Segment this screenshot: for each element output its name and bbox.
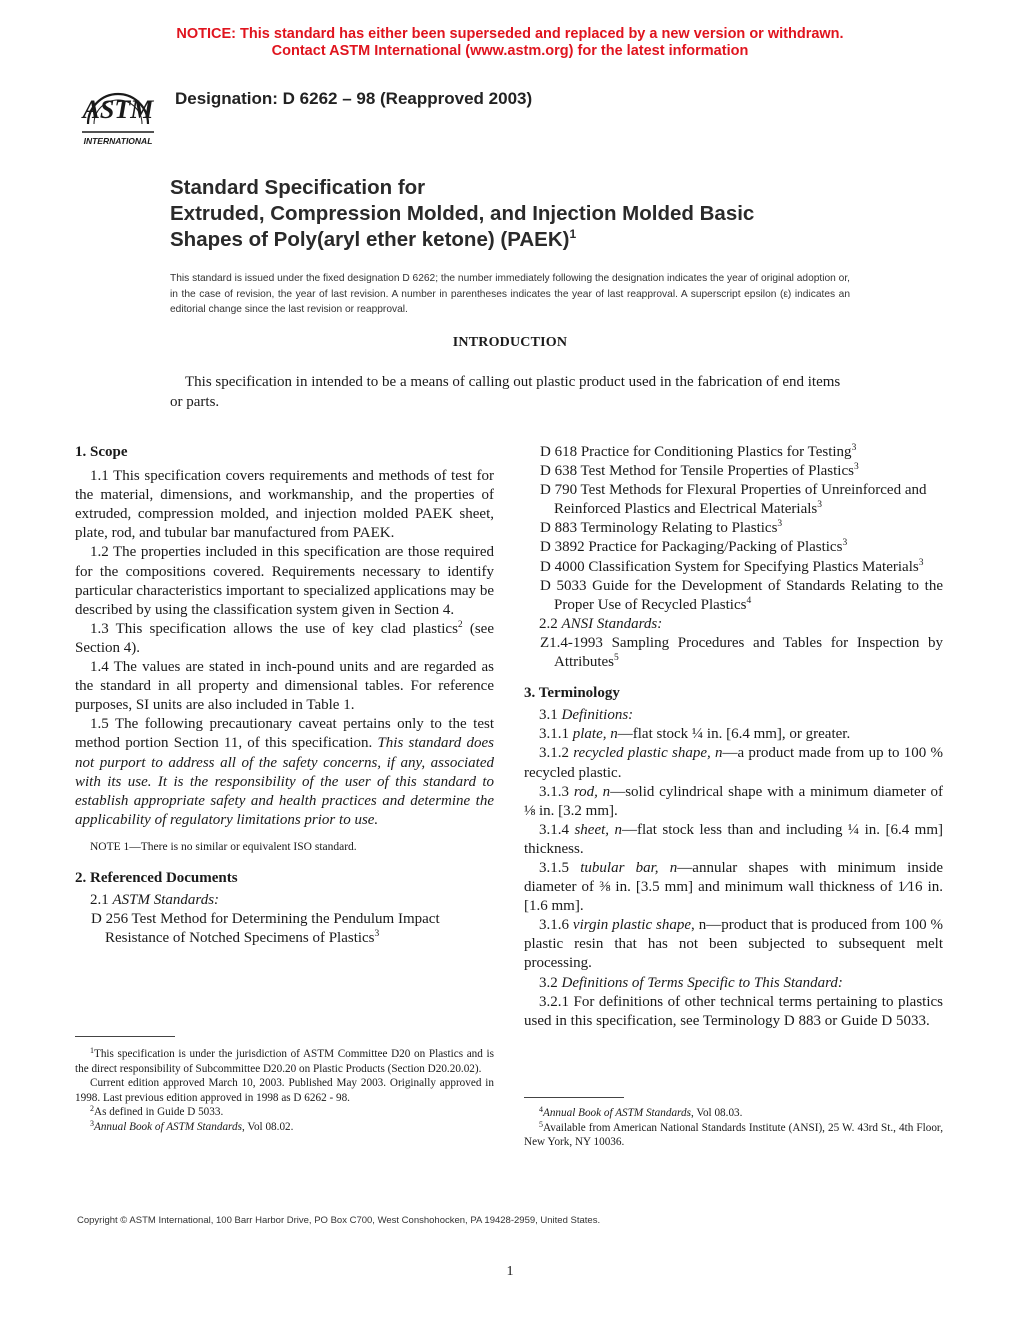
- reference-d618: [524, 443, 943, 462]
- scope-1-1: 1.1 This specification covers requirements and methods of test for the material, dimensions, and workmanship, and the properties of extruded, compression molded, and injection molded PAEK sheet, plate, rod, and tubular bar manufactured from PAEK.: [75, 468, 494, 542]
- astm-logo: [76, 74, 160, 150]
- scope-1-5-text: 1.5 The following precautionary caveat pertains only to the test method portion Section 11, of this specification.: [75, 716, 494, 752]
- section-number: 3.1: [539, 707, 562, 724]
- term: recycled plastic shape, n: [573, 745, 723, 762]
- scope-1-3-text: 1.3 This specification allows the use of key clad plastics: [90, 620, 458, 637]
- scope-1-5: [75, 715, 494, 830]
- reference-d638: [524, 462, 943, 481]
- section-number: 3.2: [539, 974, 562, 991]
- reference-text: D 5033 Guide for the Development of Standards Relating to the Proper Use of Recycled Plastics: [540, 577, 943, 613]
- footnote-1-text: This specification is under the jurisdiction of ASTM Committee D20 on Plastics and is the direct responsibility of Subcommittee D20.20 on Plastic Products (Section D20.20.02).: [75, 1048, 494, 1075]
- reference-d790: [524, 481, 943, 519]
- copyright: Copyright © ASTM International, 100 Barr Harbor Drive, PO Box C700, West Conshohocken, PA 19428-2959, United States.: [77, 1215, 601, 1226]
- definitions-3-2: [524, 974, 943, 993]
- footnote-ref: 3: [851, 443, 857, 453]
- footnote-ref: 3: [817, 500, 822, 511]
- title-line-2: Extruded, Compression Molded, and Injection Molded Basic: [170, 202, 755, 225]
- term: sheet, n: [574, 821, 622, 838]
- terminology-heading: 3. Terminology: [524, 685, 620, 702]
- scope-heading: 1. Scope: [75, 444, 128, 460]
- introduction-heading: INTRODUCTION: [452, 335, 568, 350]
- scope-1-2: 1.2 The properties included in this specification are those required for the compositions covered. Requirements necessary to identify particular characteristics important to specialized applications may be described by using the classification system given in Section 4.: [75, 544, 494, 618]
- section-number: 3.1.2: [539, 745, 574, 762]
- footnotes-right: [524, 1106, 943, 1150]
- footnote-1b: Current edition approved March 10, 2003. Published May 2003. Originally approved in 1998. Last previous edition approved in 1998 as D 6262 - 98.: [75, 1077, 494, 1104]
- referenced-documents-heading: 2. Referenced Documents: [75, 869, 238, 886]
- definitions-title: Definitions of Terms Specific to This Standard:: [561, 974, 843, 991]
- note-1: NOTE 1—There is no similar or equivalent ISO standard.: [90, 840, 357, 853]
- definition-text: —solid cylindrical shape with a minimum diameter of ⅛ in. [3.2 mm].: [524, 783, 944, 819]
- ansi-standards-label: [524, 615, 943, 634]
- footnote-ref: 3: [918, 557, 924, 568]
- section-number: 3.1.5: [539, 859, 581, 876]
- notice-line-2: Contact ASTM International (www.astm.org) for the latest information: [271, 43, 749, 59]
- reference-z14: [524, 634, 943, 672]
- reference-text: Z1.4-1993 Sampling Procedures and Tables for Inspection by Attributes: [540, 634, 943, 671]
- designation: Designation: D 6262 – 98 (Reapproved 2003): [175, 89, 533, 108]
- title-line-1: Standard Specification for: [170, 176, 426, 199]
- reference-d3892: [524, 538, 943, 557]
- footnote-marker: 4: [539, 1105, 543, 1114]
- document-title: [170, 175, 870, 253]
- definition-recycled-plastic-shape: [524, 744, 943, 782]
- footnote-2-text: As defined in Guide D 5033.: [94, 1106, 224, 1118]
- reference-text: D 3892 Practice for Packaging/Packing of Plastics: [540, 539, 843, 556]
- term: tubular bar, n: [580, 859, 678, 876]
- section-number: 3.1.1: [539, 726, 573, 743]
- title-line-3-text: Shapes of Poly(aryl ether ketone) (PAEK): [170, 228, 570, 251]
- footnote-ref: 3: [853, 462, 859, 473]
- definition-text: —flat stock ¼ in. [6.4 mm], or greater.: [617, 726, 851, 743]
- footnote-5-text: Available from American National Standards Institute (ANSI), 25 W. 43rd St., 4th Floor, New York, NY 10036.: [524, 1121, 943, 1148]
- footnote-3-rest: , Vol 08.02.: [241, 1120, 294, 1133]
- introduction-text: [170, 372, 850, 412]
- reference-d883: [524, 519, 943, 538]
- definition-virgin-plastic-shape: [524, 916, 943, 973]
- issue-note: This standard is issued under the fixed designation D 6262; the number immediately following the designation indicates the year of original adoption or, in the case of revision, the year of last revision. A number in parentheses indicates the year of last reapproval. A superscript epsilon (ε) indicates an editorial change since the last revision or reapproval.: [170, 273, 850, 315]
- page-number: 1: [506, 1264, 514, 1279]
- section-number: 2.1: [90, 892, 113, 909]
- footnote-5: [524, 1121, 943, 1150]
- section-number: 3.1.6: [539, 917, 573, 934]
- footnote-ref: 3: [842, 538, 848, 549]
- footnote-1: [75, 1047, 494, 1076]
- footnote-ref: 4: [746, 595, 752, 606]
- footnote-marker: 3: [90, 1118, 94, 1128]
- footnote-4: [524, 1106, 943, 1121]
- reference-d5033: [524, 577, 943, 615]
- reference-d256: [75, 910, 494, 948]
- footnote-ref: 3: [374, 929, 380, 940]
- reference-text: D 883 Terminology Relating to Plastics: [540, 520, 778, 537]
- scope-1-3: [75, 620, 494, 658]
- definitions-3-1: [524, 706, 943, 725]
- astm-logo-mark: [76, 74, 160, 150]
- footnote-4-rest: , Vol 08.03.: [690, 1107, 743, 1119]
- footnote-marker: 2: [90, 1104, 94, 1113]
- reference-text: D 618 Practice for Conditioning Plastics for Testing: [540, 444, 852, 460]
- definition-plate: [524, 725, 943, 744]
- definition-3-2-1: 3.2.1 For definitions of other technical terms pertaining to plastics used in this specification, see Terminology D 883 or Guide D 5033.: [524, 993, 943, 1029]
- footnote-3: [75, 1120, 494, 1135]
- section-number: 2.2: [539, 615, 562, 632]
- footnote-divider-left: [75, 1036, 175, 1037]
- footnote-2: [75, 1105, 494, 1120]
- definition-rod: [524, 783, 943, 821]
- ansi-standards-title: ANSI Standards:: [561, 615, 663, 632]
- astm-standards-title: ASTM Standards:: [112, 892, 220, 909]
- footnote-ref: 2: [457, 619, 463, 630]
- scope-1-3-end: (see Section 4).: [75, 620, 494, 656]
- section-number: 3.1.4: [539, 821, 575, 838]
- reference-text: D 790 Test Methods for Flexural Properties of Unreinforced and Reinforced Plastics and Electrical Materials: [540, 482, 927, 518]
- definition-tubular-bar: [524, 859, 943, 916]
- footnote-4-italic: Annual Book of ASTM Standards: [543, 1107, 691, 1119]
- term: virgin plastic shape: [572, 917, 692, 934]
- astm-standards-label: [75, 891, 494, 910]
- reference-text: D 4000 Classification System for Specifying Plastics Materials: [540, 558, 919, 575]
- reference-d4000: [524, 558, 943, 577]
- footnotes-left: [75, 1047, 494, 1134]
- definition-text: —a product made from up to 100 % recycled plastic.: [524, 745, 944, 781]
- introduction-paragraph: This specification in intended to be a means of calling out plastic product used in the fabrication of end items or parts.: [170, 374, 841, 410]
- term: plate, n: [572, 726, 618, 743]
- definitions-title: Definitions:: [561, 707, 634, 724]
- notice-line-1: NOTICE: This standard has either been superseded and replaced by a new version or withdrawn.: [176, 26, 844, 42]
- reference-text: D 638 Test Method for Tensile Properties of Plastics: [540, 463, 854, 480]
- safety-caveat: This standard does not purport to address all of the safety concerns, if any, associated with its use. It is the responsibility of the user of this standard to establish appropriate safety and health practices and determine the applicability of regulatory limitations prior to use.: [75, 735, 494, 828]
- footnote-ref: 3: [777, 519, 783, 530]
- logo-mark-text: ASTM: [82, 95, 154, 124]
- title-line-3: [170, 227, 870, 253]
- section-number: 3.1.3: [539, 783, 574, 800]
- withdrawal-notice: [0, 26, 1020, 60]
- definition-text: , n—product that is produced from 100 % plastic resin that has not been subjected to subsequent melt processing.: [524, 917, 943, 972]
- right-column: [524, 443, 943, 1031]
- footnote-3-italic: Annual Book of ASTM Standards: [94, 1120, 242, 1133]
- scope-1-4: 1.4 The values are stated in inch-pound units and are regarded as the standard in all property and dimensional tables. For reference purposes, SI units are also included in Table 1.: [75, 659, 494, 714]
- title-footnote-ref: 1: [569, 227, 577, 241]
- left-column: [75, 443, 494, 948]
- definition-text: —flat stock less than and including ¼ in. [6.4 mm] thickness.: [524, 821, 943, 857]
- reference-text: D 256 Test Method for Determining the Pendulum Impact Resistance of Notched Specimens of Plastics: [91, 911, 440, 947]
- footnote-marker: 1: [90, 1046, 94, 1055]
- logo-wordmark: INTERNATIONAL: [83, 136, 153, 146]
- footnote-ref: 5: [614, 653, 619, 664]
- footnote-marker: 5: [539, 1119, 543, 1129]
- term: rod, n: [573, 783, 611, 800]
- footnote-divider-right: [524, 1097, 624, 1098]
- definition-sheet: [524, 821, 943, 859]
- definition-text: —annular shapes with minimum inside diameter of ⅜ in. [3.5 mm] and minimum wall thickness of 1⁄16 in. [1.6 mm].: [524, 859, 944, 915]
